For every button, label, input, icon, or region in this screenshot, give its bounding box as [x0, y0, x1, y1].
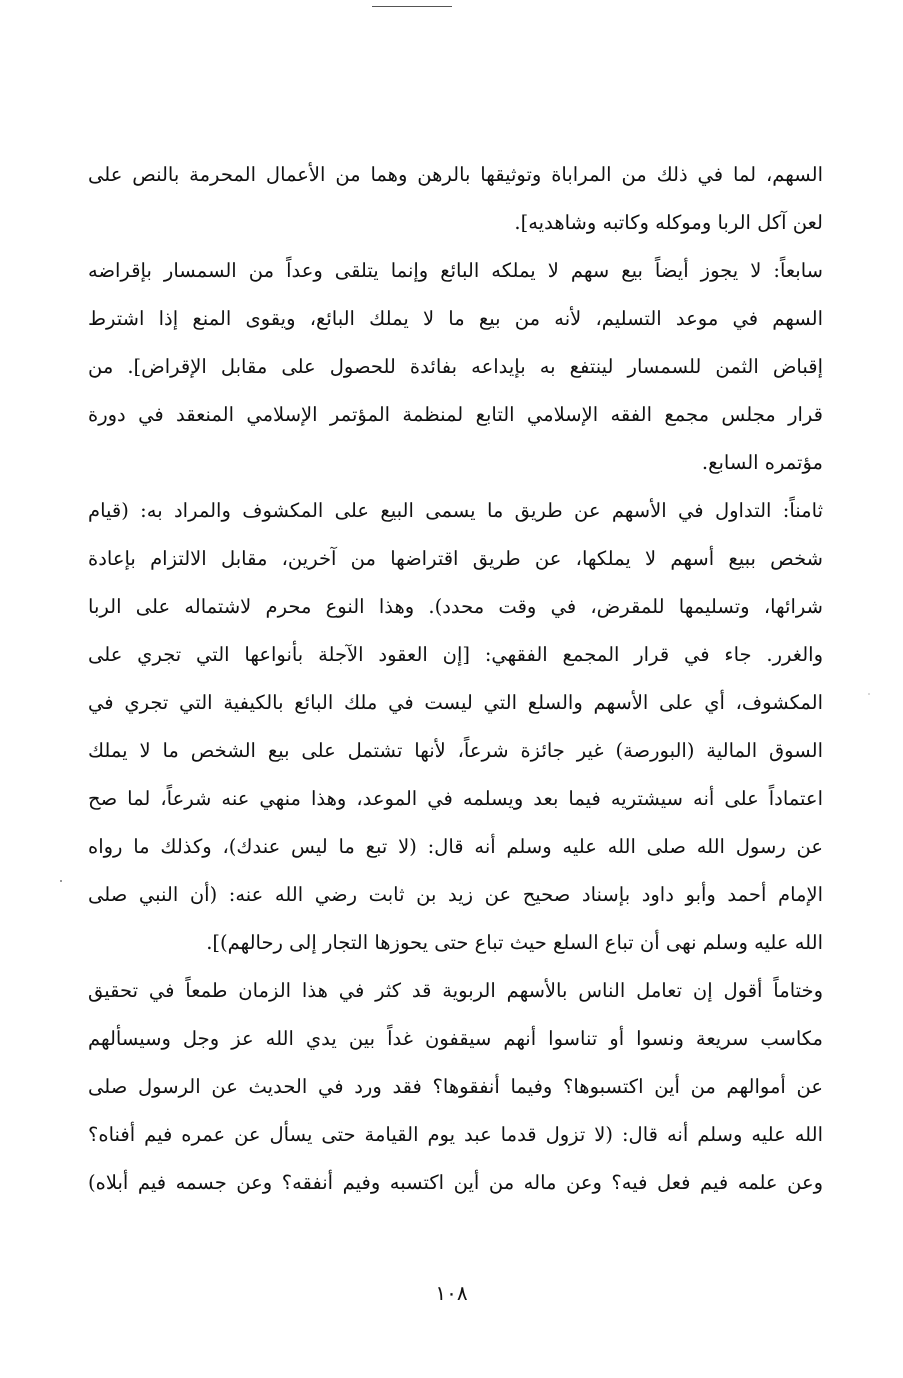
top-rule [372, 6, 452, 7]
text-line: قرار مجلس مجمع الفقه الإسلامي التابع لمنظمة المؤتمر الإسلامي المنعقد في دورة [88, 403, 823, 426]
text-line: إقباض الثمن للسمسار لينتفع به بإيداعه بفائدة للحصول على مقابل الإقراض]. من [88, 355, 823, 378]
text-line: السهم، لما في ذلك من المراباة وتوثيقها بالرهن وهما من الأعمال المحرمة بالنص على [88, 163, 823, 186]
text-line: مكاسب سريعة ونسوا أو تناسوا أنهم سيقفون غداً بين يدي الله عز وجل وسيسألهم [88, 1027, 823, 1050]
text-line: وعن علمه فيم فعل فيه؟ وعن ماله من أين اكتسبه وفيم أنفقه؟ وعن جسمه فيم أبلاه) [88, 1171, 823, 1194]
body-text [88, 151, 823, 1207]
text-line: شخص ببيع أسهم لا يملكها، عن طريق اقتراضها من آخرين، مقابل الالتزام بإعادة [88, 547, 823, 570]
text-line: الله عليه وسلم نهى أن تباع السلع حيث تباع حتى يحوزها التجار إلى رحالهم)]. [206, 931, 823, 954]
text-line: الإمام أحمد وأبو داود بإسناد صحيح عن زيد بن ثابت رضي الله عنه: (أن النبي صلى [88, 883, 823, 906]
text-line: سابعاً: لا يجوز أيضاً بيع سهم لا يملكه البائع وإنما يتلقى وعداً من السمسار بإقراضه [88, 259, 823, 282]
scan-speck [868, 693, 870, 695]
text-line: مؤتمره السابع. [701, 451, 823, 474]
text-line: وختاماً أقول إن تعامل الناس بالأسهم الربوية قد كثر في هذا الزمان طمعاً في تحقيق [88, 979, 823, 1002]
text-line: عن رسول الله صلى الله عليه وسلم أنه قال: (لا تبع ما ليس عندك)، وكذلك ما رواه [88, 835, 823, 858]
text-line: ثامناً: التداول في الأسهم عن طريق ما يسمى البيع على المكشوف والمراد به: (قيام [88, 499, 823, 522]
text-line: السوق المالية (البورصة) غير جائزة شرعاً، لأنها تشتمل على بيع الشخص ما لا يملك [88, 739, 823, 762]
scan-speck [60, 880, 62, 882]
text-line: شرائها، وتسليمها للمقرض، في وقت محدد). وهذا النوع محرم لاشتماله على الربا [88, 595, 823, 618]
text-line: لعن آكل الربا وموكله وكاتبه وشاهديه]. [514, 211, 823, 234]
text-line: السهم في موعد التسليم، لأنه من بيع ما لا يملك البائع، ويقوى المنع إذا اشترط [88, 307, 823, 330]
text-line: اعتماداً على أنه سيشتريه فيما بعد ويسلمه في الموعد، وهذا منهي عنه شرعاً، لما صح [88, 787, 823, 810]
text-line: الله عليه وسلم أنه قال: (لا تزول قدما عبد يوم القيامة حتى يسأل عن عمره فيم أفناه؟ [88, 1123, 823, 1146]
text-line: والغرر. جاء في قرار المجمع الفقهي: [إن العقود الآجلة بأنواعها التي تجري على [88, 643, 823, 666]
text-line: عن أموالهم من أين اكتسبوها؟ وفيما أنفقوها؟ فقد ورد في الحديث عن الرسول صلى [88, 1075, 823, 1098]
text-line: المكشوف، أي على الأسهم والسلع التي ليست في ملك البائع بالكيفية التي تجري في [88, 691, 823, 714]
page-number: ١٠٨ [435, 1281, 468, 1305]
